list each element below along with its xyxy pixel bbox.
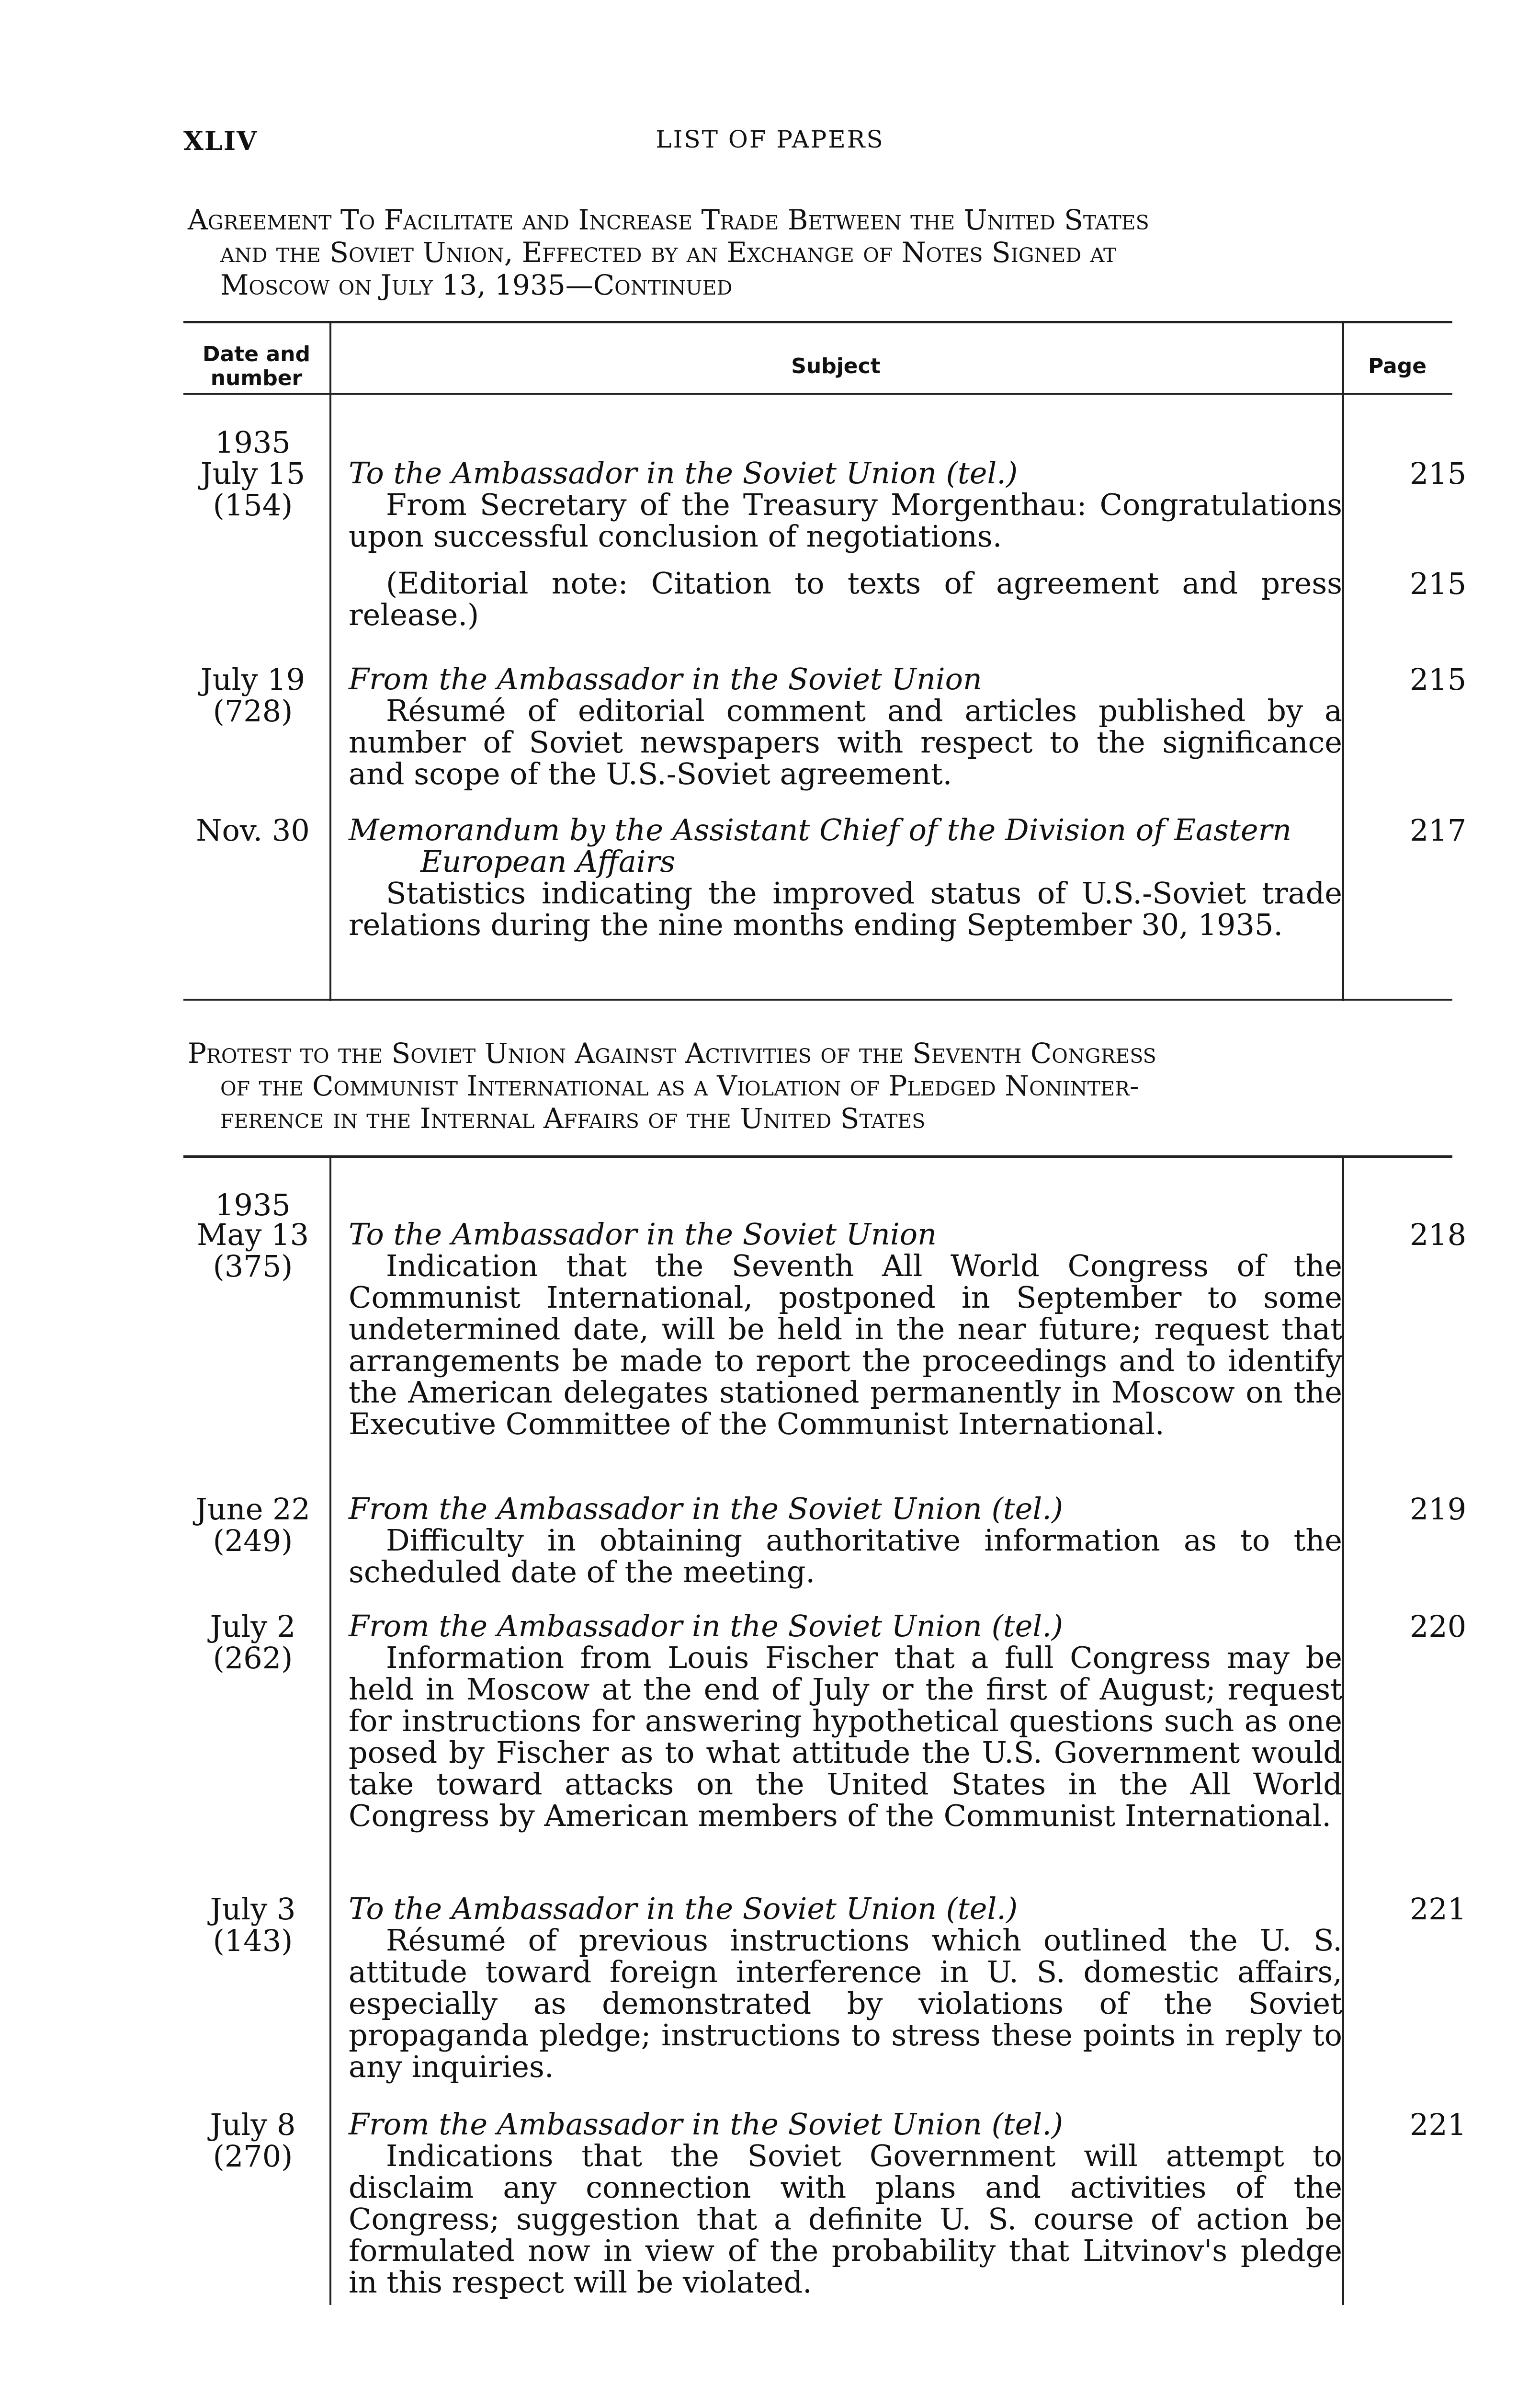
entry-title: To the Ambassador in the Soviet Union (tel.): [349, 456, 1018, 490]
year-label: 1935: [215, 1187, 291, 1222]
section1-title-line3: Moscow on July 13, 1935—Continued: [220, 269, 733, 301]
section2-title: [188, 1037, 1457, 1135]
entry-page: 215: [1409, 566, 1467, 601]
entry-number: (728): [213, 694, 293, 729]
entry-date: June 22: [195, 1492, 310, 1527]
table-top-rule: [183, 321, 1452, 323]
year-label: 1935: [215, 425, 291, 460]
entry-number: (249): [213, 1523, 293, 1558]
section2-title-line1: Protest to the Soviet Union Against Activities of the Seventh Congress: [188, 1037, 1156, 1070]
entry-description: Indications that the Soviet Government will attempt to disclaim any connection with plans and activities of the Congress; suggestion that a definite U. S. course of action be formulated now in view of the probability that Litvinov's pledge in this respect will be violated.: [349, 2138, 1342, 2300]
entry-description: Résumé of editorial comment and articles published by a number of Soviet newspapers with respect to the significance and scope of the U.S.-Soviet agreement.: [349, 693, 1342, 791]
entry-page: 219: [1409, 1492, 1467, 1527]
entry-description: Indication that the Seventh All World Congress of the Communist International, postponed in September to some undetermined date, will be held in the near future; request that arrangements be made to report the proceedings and to identify the American delegates stationed permanently in Moscow on the Executive Committee of the Communist International.: [349, 1248, 1342, 1441]
entry-date: July 2: [210, 1609, 296, 1644]
entry-date: July 8: [210, 2107, 296, 2142]
entry-description: Résumé of previous instructions which outlined the U. S. attitude toward foreign interference in U. S. domestic affairs, especially as demonstrated by violations of the Soviet propaganda pledge; instructions to stress these points in reply to any inquiries.: [349, 1923, 1342, 2084]
entry-date: July 15: [200, 456, 306, 491]
section1-table: [183, 321, 1467, 1006]
entry-date: July 19: [200, 662, 306, 697]
section2-title-line3: ference in the Internal Affairs of the United States: [220, 1102, 926, 1135]
header-bottom-rule: [183, 393, 1452, 395]
entry-date: Nov. 30: [196, 813, 310, 848]
running-title: LIST OF PAPERS: [656, 125, 884, 153]
entry-page: 221: [1409, 2107, 1467, 2142]
entry-page: 215: [1409, 662, 1467, 697]
folio-number: XLIV: [183, 125, 258, 156]
entry-description: Statistics indicating the improved status of U.S.-Soviet trade relations during the nine months ending September 30, 1935.: [349, 876, 1342, 942]
column-divider-date: [329, 1155, 331, 2305]
column-divider-page: [1342, 321, 1344, 1001]
entry-number: (143): [213, 1923, 293, 1958]
entry-date: July 3: [210, 1892, 296, 1927]
entry-page: 221: [1409, 1892, 1467, 1927]
column-divider-date: [329, 321, 331, 1001]
entry-title: From the Ambassador in the Soviet Union (tel.): [349, 2107, 1064, 2142]
entry-date: May 13: [196, 1217, 309, 1252]
entry-page: 220: [1409, 1609, 1467, 1644]
entry-description: Information from Louis Fischer that a full Congress may be held in Moscow at the end of July or the first of August; request for instructions for answering hypothetical questions such as one posed by Fischer as to what attitude the U.S. Government would take toward attacks on the United States in the All World Congress by American members of the Communist International.: [349, 1640, 1342, 1833]
entry-page: 215: [1409, 456, 1467, 491]
entry-description: Difficulty in obtaining authoritative information as to the scheduled date of the meeting.: [349, 1523, 1342, 1589]
entry-number: (154): [213, 488, 293, 523]
entry-page: 218: [1409, 1217, 1467, 1252]
column-header-subject: Subject: [791, 354, 881, 378]
section2-title-line2: of the Communist International as a Violation of Pledged Noninter-: [220, 1070, 1139, 1102]
entry-title: From the Ambassador in the Soviet Union (tel.): [349, 1608, 1064, 1643]
section1-title-line1: Agreement To Facilitate and Increase Trade Between the United States: [188, 204, 1149, 236]
entry-title-continued: European Affairs: [420, 844, 676, 879]
column-divider-page: [1342, 1155, 1344, 2305]
section1-title: [188, 204, 1457, 301]
entry-page: 217: [1409, 813, 1467, 848]
entry-title: To the Ambassador in the Soviet Union: [349, 1217, 937, 1252]
entry-description: From Secretary of the Treasury Morgenthau: Congratulations upon successful conclusion of negotiations.: [349, 487, 1342, 554]
entry-number: (270): [213, 2139, 293, 2174]
entry-number: (375): [213, 1249, 293, 1284]
column-header-page: Page: [1368, 354, 1427, 378]
entry-title: From the Ambassador in the Soviet Union (tel.): [349, 1491, 1064, 1526]
entry-description: (Editorial note: Citation to texts of agreement and press release.): [349, 566, 1342, 632]
entry-title: To the Ambassador in the Soviet Union (tel.): [349, 1891, 1018, 1926]
table-bottom-rule: [183, 999, 1452, 1001]
section2-table: [183, 1155, 1467, 2315]
entry-title: Memorandum by the Assistant Chief of the Division of Eastern: [349, 812, 1292, 847]
table-top-rule: [183, 1155, 1452, 1158]
section1-title-line2: and the Soviet Union, Effected by an Exchange of Notes Signed at: [220, 236, 1117, 269]
column-header-date: Date and number: [203, 342, 310, 390]
entry-number: (262): [213, 1641, 293, 1676]
entry-title: From the Ambassador in the Soviet Union: [349, 661, 982, 696]
